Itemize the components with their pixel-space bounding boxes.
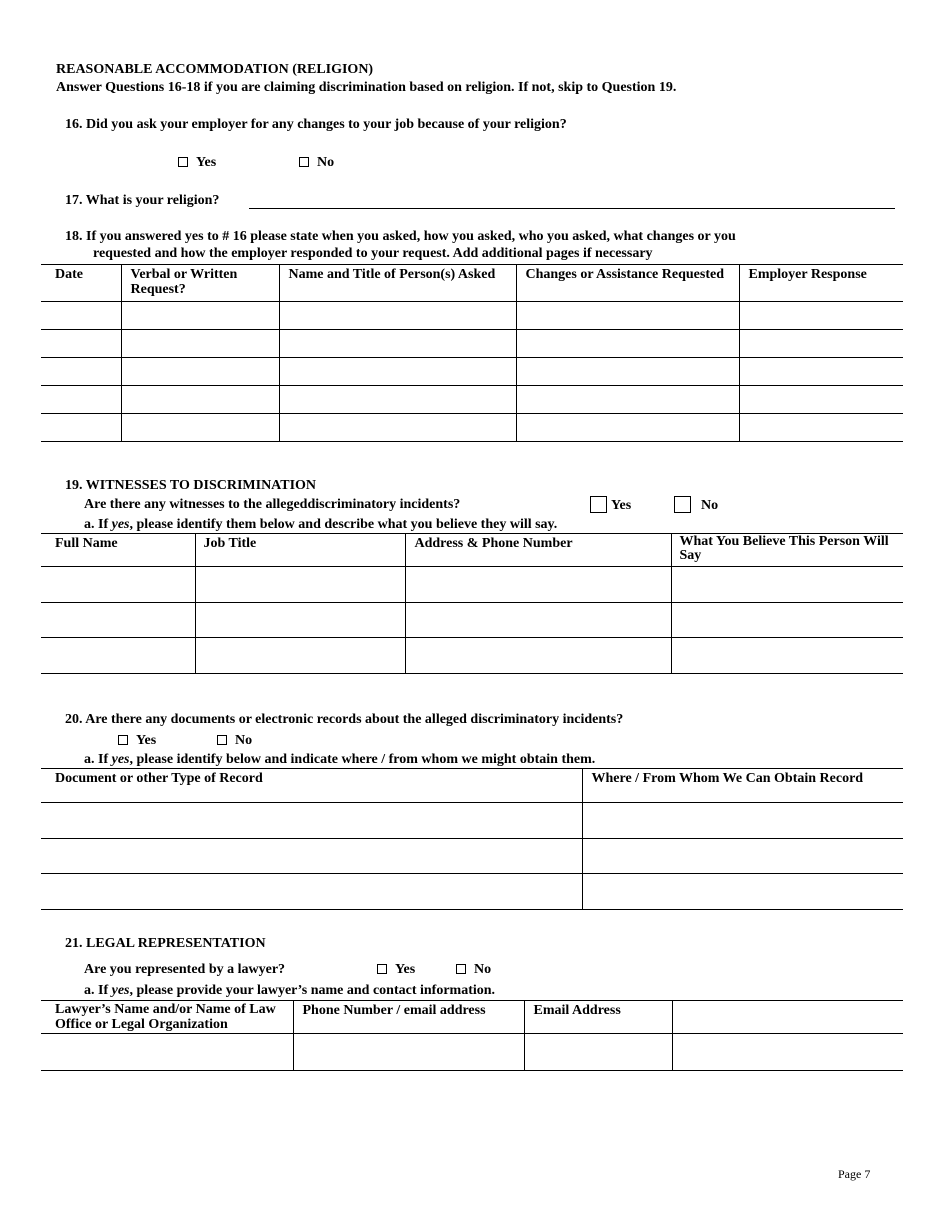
table-cell[interactable] — [516, 386, 739, 414]
q19-no-option[interactable] — [674, 496, 718, 514]
table-row — [41, 414, 903, 442]
col-header-email: Email Address — [524, 1001, 672, 1034]
table-row — [41, 603, 903, 638]
table-cell[interactable] — [405, 638, 671, 674]
table-cell[interactable] — [279, 330, 516, 358]
table-row — [41, 839, 903, 874]
q19-sub-yes: yes — [111, 517, 130, 532]
q20-no-option[interactable] — [217, 733, 252, 749]
q19-yes-label: Yes — [611, 498, 632, 513]
table-cell[interactable] — [672, 1034, 903, 1071]
religion-input-line[interactable] — [249, 193, 895, 209]
lawyer-table — [41, 1000, 903, 1071]
q19-question: Are there any witnesses to the allegeddiscriminatory incidents? — [84, 497, 461, 512]
q16-yes-label: Yes — [196, 155, 217, 170]
q21-sub-prefix: a. If — [84, 983, 112, 998]
table-cell[interactable] — [279, 414, 516, 442]
table-cell[interactable] — [516, 302, 739, 330]
col-header-where: Where / From Whom We Can Obtain Record — [582, 769, 903, 803]
q20-sub-yes: yes — [111, 752, 130, 767]
q19-sub-prefix: a. If — [84, 517, 112, 532]
q21-sub-rest: , please provide your lawyer’s name and contact information. — [129, 983, 496, 998]
table-cell[interactable] — [41, 358, 121, 386]
q19-title: 19. WITNESSES TO DISCRIMINATION — [65, 478, 317, 493]
table-cell[interactable] — [41, 874, 582, 910]
q16-yes-option[interactable] — [178, 155, 216, 171]
table-cell[interactable] — [41, 302, 121, 330]
col-header-full-name: Full Name — [41, 534, 195, 567]
col-header-person: Name and Title of Person(s) Asked — [279, 265, 516, 302]
table-cell[interactable] — [405, 603, 671, 638]
table-row — [41, 302, 903, 330]
q21-question: Are you represented by a lawyer? — [84, 962, 286, 977]
table-cell[interactable] — [739, 330, 903, 358]
table-cell[interactable] — [41, 839, 582, 874]
table-cell[interactable] — [279, 302, 516, 330]
table-cell[interactable] — [516, 330, 739, 358]
q19-sub — [84, 517, 557, 533]
table-cell[interactable] — [739, 302, 903, 330]
q20-yes-checkbox[interactable] — [118, 735, 128, 745]
q21-no-label: No — [474, 962, 492, 977]
q20-no-checkbox[interactable] — [217, 735, 227, 745]
col-header-changes: Changes or Assistance Requested — [516, 265, 739, 302]
q21-yes-option[interactable] — [377, 962, 415, 978]
table-row — [41, 874, 903, 910]
col-header-blank — [672, 1001, 903, 1034]
q17-text: 17. What is your religion? — [65, 193, 220, 208]
q20-yes-option[interactable] — [118, 733, 156, 749]
q20-no-label: No — [235, 733, 253, 748]
table-row — [41, 386, 903, 414]
q16-text: 16. Did you ask your employer for any changes to your job because of your religion? — [65, 117, 567, 132]
table-cell[interactable] — [41, 638, 195, 674]
table-cell[interactable] — [41, 803, 582, 839]
q20-sub-rest: , please identify below and indicate where / from whom we might obtain them. — [129, 752, 596, 767]
q21-yes-checkbox[interactable] — [377, 964, 387, 974]
col-header-job-title: Job Title — [195, 534, 405, 567]
table-cell[interactable] — [121, 414, 279, 442]
table-row — [41, 1034, 903, 1071]
col-header-address: Address & Phone Number — [405, 534, 671, 567]
q21-sub — [84, 983, 495, 999]
table-cell[interactable] — [671, 638, 903, 674]
q21-yes-label: Yes — [395, 962, 416, 977]
table-cell[interactable] — [524, 1034, 672, 1071]
table-cell[interactable] — [516, 358, 739, 386]
table-row — [41, 803, 903, 839]
table-cell[interactable] — [41, 567, 195, 603]
table-cell[interactable] — [582, 839, 903, 874]
q18-line2: requested and how the employer responded to your request. Add additional pages if necessary — [93, 246, 653, 261]
q20-sub — [84, 752, 595, 768]
q20-text: 20. Are there any documents or electronic records about the alleged discriminatory incidents? — [65, 712, 624, 727]
table-cell[interactable] — [279, 386, 516, 414]
table-cell[interactable] — [41, 414, 121, 442]
table-cell[interactable] — [279, 358, 516, 386]
q18-line1: 18. If you answered yes to # 16 please state when you asked, how you asked, who you asked, what changes or you — [65, 229, 736, 244]
table-cell[interactable] — [739, 414, 903, 442]
q20-sub-prefix: a. If — [84, 752, 112, 767]
table-cell[interactable] — [671, 567, 903, 603]
table-cell[interactable] — [121, 330, 279, 358]
table-cell[interactable] — [405, 567, 671, 603]
table-cell[interactable] — [121, 386, 279, 414]
table-cell[interactable] — [41, 330, 121, 358]
col-header-request: Verbal or Written Request? — [121, 265, 279, 302]
col-header-lawyer-name: Lawyer’s Name and/or Name of Law Office or Legal Organization — [41, 1001, 293, 1034]
q16-yes-checkbox[interactable] — [178, 157, 188, 167]
table-cell[interactable] — [582, 803, 903, 839]
q21-no-option[interactable] — [456, 962, 491, 978]
col-header-will-say: What You Believe This Person Will Say — [671, 534, 903, 567]
table-row — [41, 638, 903, 674]
table-cell[interactable] — [739, 386, 903, 414]
table-cell[interactable] — [41, 1034, 293, 1071]
q21-title: 21. LEGAL REPRESENTATION — [65, 936, 266, 951]
table-cell[interactable] — [195, 567, 405, 603]
q21-sub-yes: yes — [111, 983, 130, 998]
q19-no-label: No — [701, 498, 719, 513]
table-row — [41, 567, 903, 603]
table-row — [41, 358, 903, 386]
table-cell[interactable] — [195, 638, 405, 674]
section-title: REASONABLE ACCOMMODATION (RELIGION) — [56, 62, 374, 77]
q21-no-checkbox[interactable] — [456, 964, 466, 974]
documents-table — [41, 768, 903, 910]
table-cell[interactable] — [41, 603, 195, 638]
table-row — [41, 330, 903, 358]
table-cell[interactable] — [41, 386, 121, 414]
col-header-phone: Phone Number / email address — [293, 1001, 524, 1034]
q20-yes-label: Yes — [136, 733, 157, 748]
q19-yes-option[interactable] — [590, 496, 631, 514]
table-cell[interactable] — [121, 358, 279, 386]
witnesses-table — [41, 533, 903, 674]
page-number: Page 7 — [838, 1167, 871, 1181]
table-cell[interactable] — [582, 874, 903, 910]
col-header-date: Date — [41, 265, 121, 302]
table-cell[interactable] — [195, 603, 405, 638]
q16-no-checkbox[interactable] — [299, 157, 309, 167]
q16-no-label: No — [317, 155, 335, 170]
table-cell[interactable] — [671, 603, 903, 638]
q19-no-checkbox[interactable] — [674, 496, 691, 513]
accommodation-table — [41, 264, 903, 442]
table-cell[interactable] — [293, 1034, 524, 1071]
q19-yes-checkbox[interactable] — [590, 496, 607, 513]
section-intro: Answer Questions 16-18 if you are claiming discrimination based on religion. If not, skip to Question 19. — [56, 80, 677, 95]
table-cell[interactable] — [516, 414, 739, 442]
col-header-document: Document or other Type of Record — [41, 769, 582, 803]
q19-sub-rest: , please identify them below and describe what you believe they will say. — [129, 517, 558, 532]
table-cell[interactable] — [739, 358, 903, 386]
col-header-response: Employer Response — [739, 265, 903, 302]
table-cell[interactable] — [121, 302, 279, 330]
q16-no-option[interactable] — [299, 155, 334, 171]
